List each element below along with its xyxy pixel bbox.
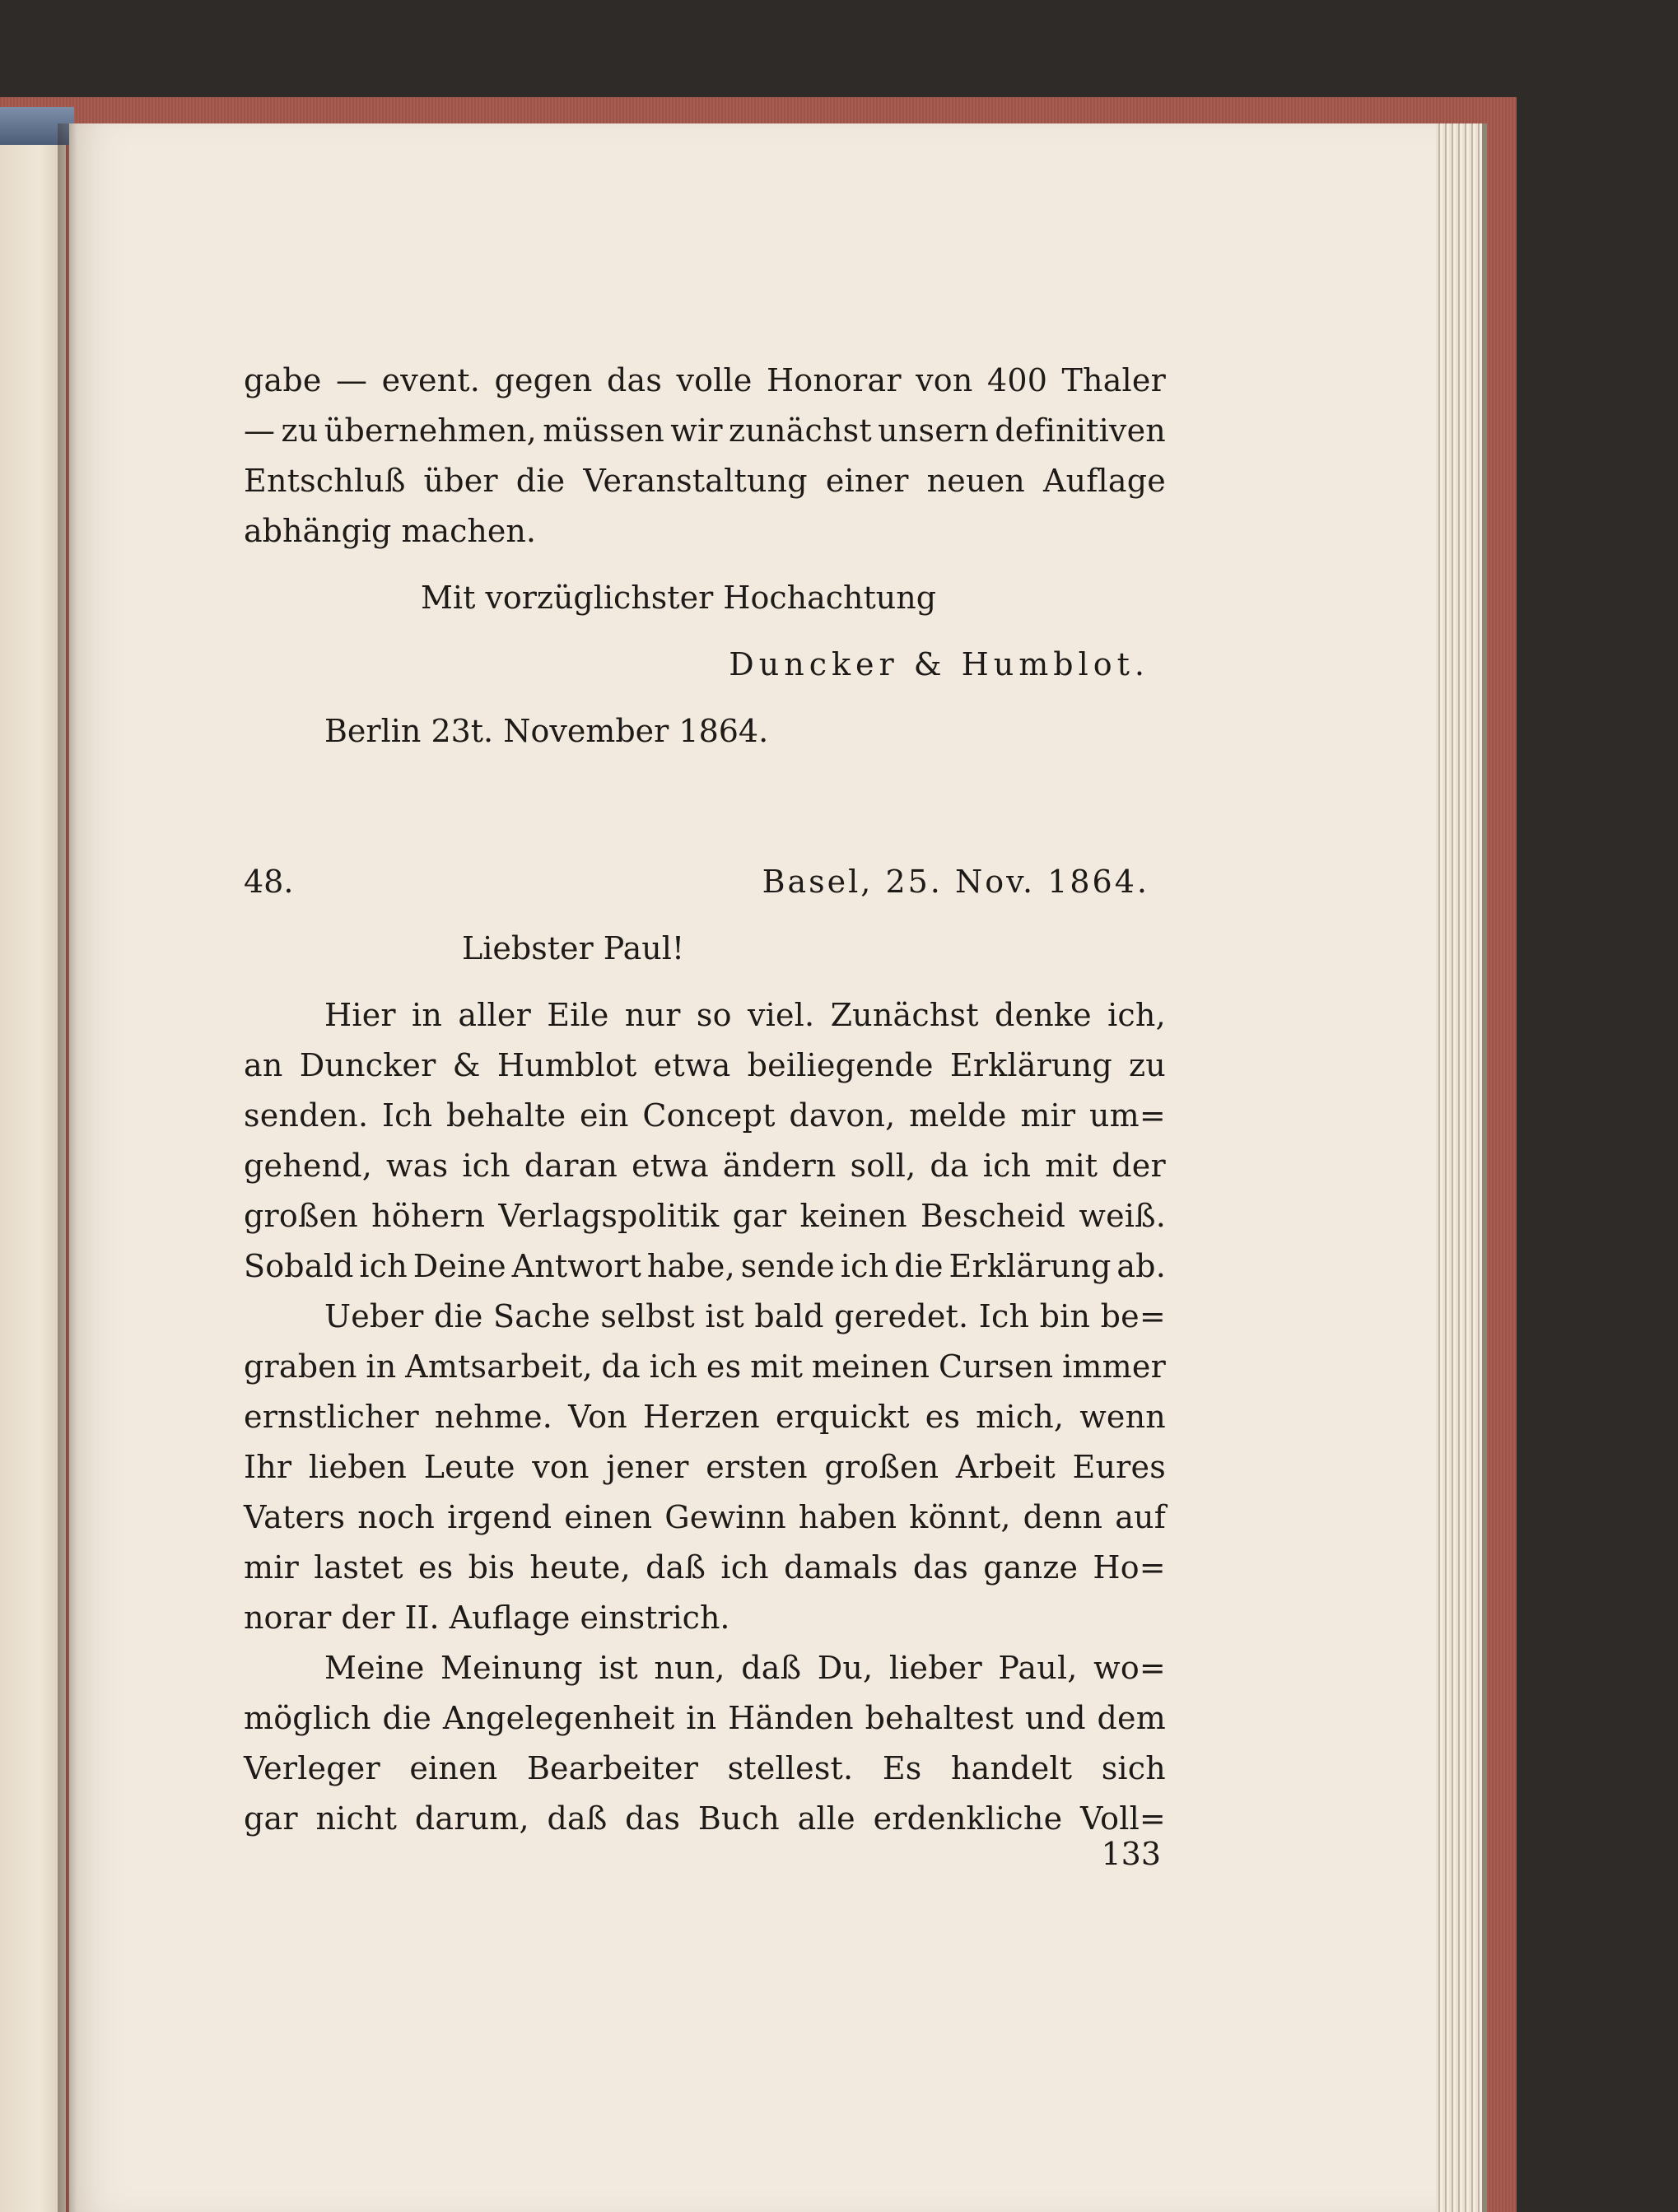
word: so [696,997,732,1033]
word: die [433,1298,483,1334]
text-line [244,1141,1166,1191]
text-line [244,1442,1166,1493]
word: ich [840,1248,889,1284]
word: Ueber [324,1298,424,1334]
gutter-shadow [58,123,77,2212]
text-line [244,456,1166,506]
text-line [244,1643,1166,1693]
word: stellest. [727,1750,854,1786]
word: mich, [976,1399,1065,1435]
word: bin [1039,1298,1091,1334]
text-line [244,1693,1166,1744]
word: aller [458,997,531,1033]
word: möglich [244,1700,371,1736]
word: Duncker [299,1047,436,1083]
word: auf [1115,1499,1166,1535]
word: Ihr [244,1449,292,1485]
word: mir [1020,1097,1076,1134]
left-page-edge [0,145,66,2212]
word: daran [524,1148,618,1184]
word: graben [244,1348,357,1385]
word: das [625,1800,681,1837]
word: zunächst [729,412,872,449]
word: Hier [324,997,396,1033]
word: ändern [722,1148,837,1184]
word: haben [798,1499,897,1535]
text-line [244,1041,1166,1091]
word: Bescheid [920,1198,1066,1234]
word: Vaters [244,1499,346,1535]
word: Erklärung [949,1248,1112,1284]
word: definitiven [995,412,1166,449]
word: meinen [811,1348,930,1385]
word: & [452,1047,481,1083]
word: soll, [850,1148,916,1184]
word: die [515,463,566,499]
word: Verlagspolitik [498,1198,720,1234]
signature: Duncker & Humblot. [729,646,1149,682]
word: unsern [878,412,989,449]
word: da [930,1148,969,1184]
word: ein [579,1097,629,1134]
word: an [244,1047,283,1083]
word: das [606,362,663,398]
word: Du, [817,1650,874,1686]
word: erquickt [775,1399,910,1435]
page-edges [1436,123,1487,2212]
word: — [336,362,368,398]
word: Es [882,1750,922,1786]
word: 400 [986,362,1048,398]
word: dem [1097,1700,1166,1736]
word: großen [824,1449,939,1485]
word: ersten [706,1449,808,1485]
word: Zunächst [830,997,979,1033]
word: bis [468,1549,515,1586]
word: Ich [381,1097,433,1134]
word: könnt, [909,1499,1011,1535]
word: in [366,1348,397,1385]
word: viel. [747,997,815,1033]
word: senden. [244,1097,369,1134]
paragraph [244,1643,1166,1844]
word: Verleger [244,1750,380,1786]
word: Angelegenheit [442,1700,675,1736]
paragraph [244,1292,1166,1643]
word: geredet. [834,1298,969,1334]
word: ich [649,1348,698,1385]
word: es [925,1399,961,1435]
word: mir [244,1549,299,1586]
word: Amtsarbeit, [405,1348,593,1385]
text-line [244,406,1166,456]
word: das [912,1549,968,1586]
word: bald [754,1298,824,1334]
word: höhern [371,1198,486,1234]
text-line: norar der II. Auflage einstrich. [244,1600,730,1636]
word: etwa [653,1047,731,1083]
word: ich [462,1148,510,1184]
word: Auflage [1042,463,1166,499]
word: da [601,1348,641,1385]
word: Cursen [938,1348,1054,1385]
word: gegen [494,362,593,398]
word: Sobald [244,1248,354,1284]
text-line [244,1292,1166,1342]
word: Von [568,1399,627,1435]
word: in [686,1700,717,1736]
word: gar [732,1198,787,1234]
word: sich [1101,1750,1166,1786]
word: wenn [1079,1399,1166,1435]
word: wir [670,412,723,449]
text-line [244,1392,1166,1442]
word: keinen [799,1198,907,1234]
text-line [244,1493,1166,1543]
word: daß [547,1800,608,1837]
word: müssen [543,412,664,449]
text-line [244,1091,1166,1141]
text-line [244,1191,1166,1241]
word: sende [740,1248,835,1284]
closing: Mit vorzüglichster Hochachtung [421,580,937,616]
word: Meine [324,1650,425,1686]
page-number: 133 [1101,1836,1161,1872]
text-line [244,1241,1166,1292]
word: von [532,1449,590,1485]
word: die [894,1248,944,1284]
word: lieber [888,1650,982,1686]
word: daß [741,1650,802,1686]
word: noch [357,1499,436,1535]
place-date: Berlin 23t. November 1864. [324,713,769,749]
word: erdenkliche [873,1800,1063,1837]
text-line [244,1744,1166,1794]
word: ist [599,1650,638,1686]
word: Thaler [1061,362,1166,398]
word: jener [606,1449,689,1485]
text-line: abhängig machen. [244,513,536,549]
word: Buch [697,1800,780,1837]
word: Ich [978,1298,1030,1334]
word: Voll= [1079,1800,1166,1837]
word: einer [825,463,909,499]
word: lieben [308,1449,408,1485]
letter-2 [244,857,1166,1844]
word: behalte [446,1097,566,1134]
word: nehme. [434,1399,553,1435]
word: über [423,463,498,499]
word: Meinung [440,1650,583,1686]
word: Arbeit [955,1449,1056,1485]
word: wo= [1093,1650,1166,1686]
word: um= [1088,1097,1166,1134]
word: handelt [950,1750,1073,1786]
word: beiliegende [747,1047,934,1083]
word: ich [720,1549,769,1586]
word: selbst [600,1298,695,1334]
word: ab. [1116,1248,1166,1284]
word: und [1024,1700,1086,1736]
word: Eures [1072,1449,1166,1485]
place-date: Basel, 25. Nov. 1864. [762,864,1149,900]
text-line [244,356,1166,406]
page-text [244,356,1166,1844]
word: ist [705,1298,744,1334]
word: Händen [728,1700,854,1736]
word: ernstlicher [244,1399,419,1435]
word: gar [244,1800,298,1837]
salutation: Liebster Paul! [462,930,685,966]
word: immer [1062,1348,1166,1385]
word: ich, [1107,997,1166,1033]
text-line [244,990,1166,1041]
word: melde [909,1097,1007,1134]
word: der [1112,1148,1166,1184]
word: neuen [926,463,1025,499]
word: weiß. [1079,1198,1166,1234]
word: Concept [642,1097,776,1134]
word: Honorar [766,362,902,398]
word: Bearbeiter [526,1750,699,1786]
text-line [244,1543,1166,1593]
word: Herzen [642,1399,760,1435]
word: es [706,1348,742,1385]
word: nicht [315,1800,398,1837]
word: zu [1129,1047,1166,1083]
word: gehend, [244,1148,373,1184]
word: daß [646,1549,706,1586]
word: Paul, [998,1650,1078,1686]
word: denn [1023,1499,1103,1535]
word: mit [1045,1148,1098,1184]
word: Leute [423,1449,515,1485]
word: großen [244,1198,358,1234]
word: mit [750,1348,804,1385]
word: irgend [447,1499,552,1535]
letter-1 [244,356,1166,757]
word: alle [797,1800,855,1837]
word: heute, [529,1549,631,1586]
word: — [244,412,276,449]
word: davon, [789,1097,896,1134]
word: Veranstaltung [583,463,808,499]
word: behaltest [865,1700,1014,1736]
word: ganze [983,1549,1079,1586]
word: be= [1100,1298,1166,1334]
word: Humblot [496,1047,637,1083]
word: nur [624,997,681,1033]
word: einen [409,1750,498,1786]
word: was [386,1148,449,1184]
word: habe, [646,1248,735,1284]
word: Entschluß [244,463,406,499]
paragraph [244,990,1166,1292]
word: Eile [547,997,609,1033]
word: ich [359,1248,408,1284]
word: event. [381,362,481,398]
word: von [916,362,973,398]
word: die [382,1700,432,1736]
word: etwa [632,1148,709,1184]
word: darum, [414,1800,529,1837]
word: übernehmen, [324,412,537,449]
word: Erklärung [949,1047,1112,1083]
word: damals [784,1549,898,1586]
word: zu [281,412,319,449]
word: gabe [244,362,322,398]
word: Sache [493,1298,590,1334]
word: Antwort [511,1248,642,1284]
word: Gewinn [664,1499,786,1535]
word: nun, [654,1650,725,1686]
word: volle [676,362,753,398]
letter-number: 48. [244,864,294,900]
word: Deine [413,1248,506,1284]
word: es [417,1549,454,1586]
word: in [412,997,443,1033]
word: Ho= [1093,1549,1166,1586]
word: einen [564,1499,653,1535]
word: ich [982,1148,1032,1184]
word: lastet [314,1549,403,1586]
text-line [244,1342,1166,1392]
text-line [244,1794,1166,1844]
letter-heading [244,857,1166,907]
word: denke [994,997,1092,1033]
